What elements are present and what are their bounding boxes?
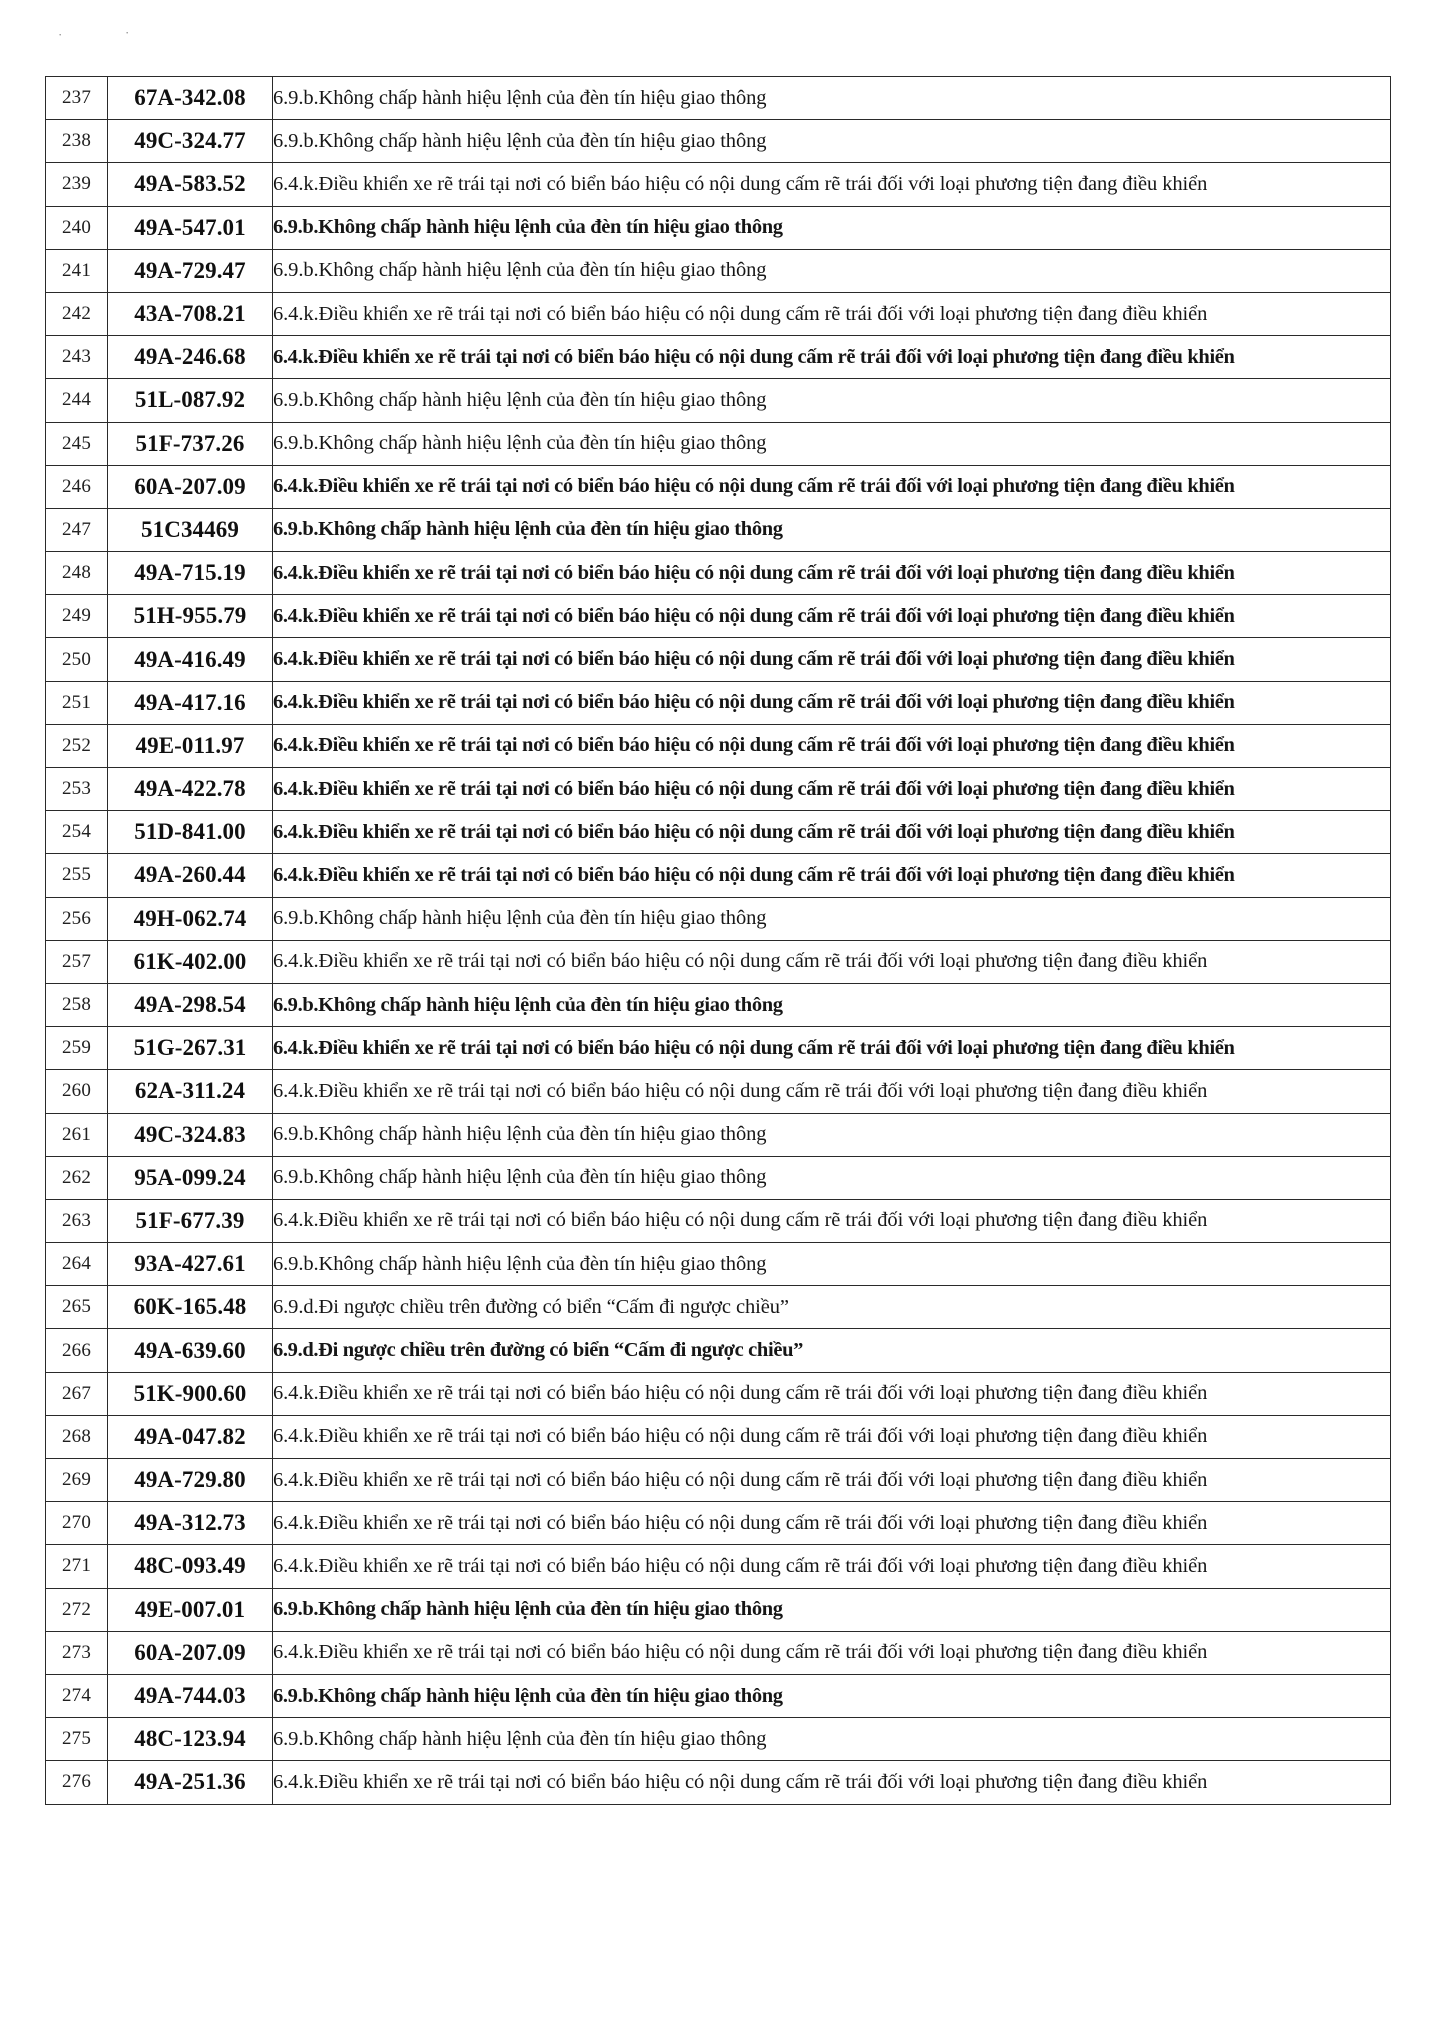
table-row (46, 552, 1391, 595)
table-row (46, 638, 1391, 681)
license-plate: 60A-207.09 (108, 1631, 273, 1674)
row-number: 263 (46, 1199, 108, 1242)
row-number: 258 (46, 983, 108, 1026)
violation-description: 6.4.k.Điều khiển xe rẽ trái tại nơi có biển báo hiệu có nội dung cấm rẽ trái đối với loại phương tiện đang điều khiển (273, 336, 1391, 379)
table-row (46, 508, 1391, 551)
table-row (46, 595, 1391, 638)
table-row (46, 249, 1391, 292)
row-number: 272 (46, 1588, 108, 1631)
table-row (46, 1718, 1391, 1761)
license-plate: 49A-744.03 (108, 1674, 273, 1717)
violation-description: 6.9.b.Không chấp hành hiệu lệnh của đèn tín hiệu giao thông (273, 508, 1391, 551)
violation-description: 6.9.b.Không chấp hành hiệu lệnh của đèn tín hiệu giao thông (273, 983, 1391, 1026)
table-row (46, 1631, 1391, 1674)
license-plate: 49E-007.01 (108, 1588, 273, 1631)
row-number: 274 (46, 1674, 108, 1717)
table-row (46, 1156, 1391, 1199)
row-number: 255 (46, 854, 108, 897)
license-plate: 49A-715.19 (108, 552, 273, 595)
row-number: 254 (46, 811, 108, 854)
table-row (46, 292, 1391, 335)
table-row (46, 724, 1391, 767)
table-row (46, 77, 1391, 120)
license-plate: 51C34469 (108, 508, 273, 551)
row-number: 271 (46, 1545, 108, 1588)
table-row (46, 1761, 1391, 1804)
row-number: 253 (46, 768, 108, 811)
license-plate: 95A-099.24 (108, 1156, 273, 1199)
table-row (46, 811, 1391, 854)
violation-description: 6.9.d.Đi ngược chiều trên đường có biển “Cấm đi ngược chiều” (273, 1329, 1391, 1372)
table-row (46, 1545, 1391, 1588)
row-number: 242 (46, 292, 108, 335)
violation-description: 6.9.b.Không chấp hành hiệu lệnh của đèn tín hiệu giao thông (273, 120, 1391, 163)
license-plate: 49A-422.78 (108, 768, 273, 811)
license-plate: 49A-246.68 (108, 336, 273, 379)
table-row (46, 163, 1391, 206)
violation-description: 6.4.k.Điều khiển xe rẽ trái tại nơi có biển báo hiệu có nội dung cấm rẽ trái đối với loại phương tiện đang điều khiển (273, 811, 1391, 854)
license-plate: 51G-267.31 (108, 1027, 273, 1070)
table-row (46, 1372, 1391, 1415)
row-number: 239 (46, 163, 108, 206)
table-row (46, 1674, 1391, 1717)
violation-description: 6.4.k.Điều khiển xe rẽ trái tại nơi có biển báo hiệu có nội dung cấm rẽ trái đối với loại phương tiện đang điều khiển (273, 1631, 1391, 1674)
violation-description: 6.4.k.Điều khiển xe rẽ trái tại nơi có biển báo hiệu có nội dung cấm rẽ trái đối với loại phương tiện đang điều khiển (273, 552, 1391, 595)
license-plate: 49A-251.36 (108, 1761, 273, 1804)
table-row (46, 1027, 1391, 1070)
violation-description: 6.9.b.Không chấp hành hiệu lệnh của đèn tín hiệu giao thông (273, 249, 1391, 292)
violations-table-body (46, 77, 1391, 1805)
license-plate: 49A-416.49 (108, 638, 273, 681)
violation-description: 6.4.k.Điều khiển xe rẽ trái tại nơi có biển báo hiệu có nội dung cấm rẽ trái đối với loại phương tiện đang điều khiển (273, 292, 1391, 335)
violations-table (45, 76, 1391, 1805)
row-number: 246 (46, 465, 108, 508)
row-number: 237 (46, 77, 108, 120)
row-number: 238 (46, 120, 108, 163)
violation-description: 6.4.k.Điều khiển xe rẽ trái tại nơi có biển báo hiệu có nội dung cấm rẽ trái đối với loại phương tiện đang điều khiển (273, 1199, 1391, 1242)
license-plate: 49A-639.60 (108, 1329, 273, 1372)
license-plate: 62A-311.24 (108, 1070, 273, 1113)
row-number: 248 (46, 552, 108, 595)
row-number: 241 (46, 249, 108, 292)
row-number: 240 (46, 206, 108, 249)
violation-description: 6.9.b.Không chấp hành hiệu lệnh của đèn tín hiệu giao thông (273, 1113, 1391, 1156)
violation-description: 6.4.k.Điều khiển xe rẽ trái tại nơi có biển báo hiệu có nội dung cấm rẽ trái đối với loại phương tiện đang điều khiển (273, 1372, 1391, 1415)
scan-artifact-icon: · (125, 25, 130, 40)
license-plate: 49C-324.83 (108, 1113, 273, 1156)
license-plate: 51F-737.26 (108, 422, 273, 465)
violation-description: 6.9.b.Không chấp hành hiệu lệnh của đèn tín hiệu giao thông (273, 422, 1391, 465)
violation-description: 6.4.k.Điều khiển xe rẽ trái tại nơi có biển báo hiệu có nội dung cấm rẽ trái đối với loại phương tiện đang điều khiển (273, 681, 1391, 724)
row-number: 245 (46, 422, 108, 465)
table-row (46, 1070, 1391, 1113)
license-plate: 48C-093.49 (108, 1545, 273, 1588)
table-row (46, 940, 1391, 983)
row-number: 270 (46, 1502, 108, 1545)
violation-description: 6.9.b.Không chấp hành hiệu lệnh của đèn tín hiệu giao thông (273, 897, 1391, 940)
violation-description: 6.4.k.Điều khiển xe rẽ trái tại nơi có biển báo hiệu có nội dung cấm rẽ trái đối với loại phương tiện đang điều khiển (273, 1027, 1391, 1070)
violation-description: 6.4.k.Điều khiển xe rẽ trái tại nơi có biển báo hiệu có nội dung cấm rẽ trái đối với loại phương tiện đang điều khiển (273, 1761, 1391, 1804)
violation-description: 6.9.b.Không chấp hành hiệu lệnh của đèn tín hiệu giao thông (273, 77, 1391, 120)
row-number: 275 (46, 1718, 108, 1761)
violation-description: 6.9.b.Không chấp hành hiệu lệnh của đèn tín hiệu giao thông (273, 1156, 1391, 1199)
row-number: 268 (46, 1415, 108, 1458)
license-plate: 51K-900.60 (108, 1372, 273, 1415)
row-number: 257 (46, 940, 108, 983)
license-plate: 49A-417.16 (108, 681, 273, 724)
license-plate: 49A-729.47 (108, 249, 273, 292)
violation-description: 6.9.b.Không chấp hành hiệu lệnh của đèn tín hiệu giao thông (273, 1674, 1391, 1717)
violation-description: 6.4.k.Điều khiển xe rẽ trái tại nơi có biển báo hiệu có nội dung cấm rẽ trái đối với loại phương tiện đang điều khiển (273, 595, 1391, 638)
table-row (46, 983, 1391, 1026)
violation-description: 6.4.k.Điều khiển xe rẽ trái tại nơi có biển báo hiệu có nội dung cấm rẽ trái đối với loại phương tiện đang điều khiển (273, 163, 1391, 206)
row-number: 267 (46, 1372, 108, 1415)
table-row (46, 1502, 1391, 1545)
row-number: 261 (46, 1113, 108, 1156)
license-plate: 49A-312.73 (108, 1502, 273, 1545)
row-number: 266 (46, 1329, 108, 1372)
table-row (46, 854, 1391, 897)
row-number: 247 (46, 508, 108, 551)
table-row (46, 465, 1391, 508)
violation-description: 6.4.k.Điều khiển xe rẽ trái tại nơi có biển báo hiệu có nội dung cấm rẽ trái đối với loại phương tiện đang điều khiển (273, 1070, 1391, 1113)
license-plate: 51H-955.79 (108, 595, 273, 638)
license-plate: 49A-547.01 (108, 206, 273, 249)
license-plate: 60A-207.09 (108, 465, 273, 508)
row-number: 276 (46, 1761, 108, 1804)
table-row (46, 768, 1391, 811)
license-plate: 49E-011.97 (108, 724, 273, 767)
license-plate: 48C-123.94 (108, 1718, 273, 1761)
row-number: 259 (46, 1027, 108, 1070)
table-row (46, 1329, 1391, 1372)
violation-description: 6.4.k.Điều khiển xe rẽ trái tại nơi có biển báo hiệu có nội dung cấm rẽ trái đối với loại phương tiện đang điều khiển (273, 940, 1391, 983)
table-row (46, 1286, 1391, 1329)
license-plate: 60K-165.48 (108, 1286, 273, 1329)
row-number: 269 (46, 1459, 108, 1502)
row-number: 244 (46, 379, 108, 422)
table-row (46, 206, 1391, 249)
violation-description: 6.4.k.Điều khiển xe rẽ trái tại nơi có biển báo hiệu có nội dung cấm rẽ trái đối với loại phương tiện đang điều khiển (273, 1545, 1391, 1588)
license-plate: 67A-342.08 (108, 77, 273, 120)
row-number: 264 (46, 1243, 108, 1286)
violation-description: 6.4.k.Điều khiển xe rẽ trái tại nơi có biển báo hiệu có nội dung cấm rẽ trái đối với loại phương tiện đang điều khiển (273, 1415, 1391, 1458)
license-plate: 51F-677.39 (108, 1199, 273, 1242)
row-number: 256 (46, 897, 108, 940)
row-number: 250 (46, 638, 108, 681)
license-plate: 49H-062.74 (108, 897, 273, 940)
row-number: 252 (46, 724, 108, 767)
violation-description: 6.4.k.Điều khiển xe rẽ trái tại nơi có biển báo hiệu có nội dung cấm rẽ trái đối với loại phương tiện đang điều khiển (273, 854, 1391, 897)
table-row (46, 1243, 1391, 1286)
license-plate: 49A-729.80 (108, 1459, 273, 1502)
table-row (46, 1459, 1391, 1502)
license-plate: 49A-047.82 (108, 1415, 273, 1458)
license-plate: 49A-298.54 (108, 983, 273, 1026)
violation-description: 6.4.k.Điều khiển xe rẽ trái tại nơi có biển báo hiệu có nội dung cấm rẽ trái đối với loại phương tiện đang điều khiển (273, 1459, 1391, 1502)
row-number: 273 (46, 1631, 108, 1674)
violation-description: 6.4.k.Điều khiển xe rẽ trái tại nơi có biển báo hiệu có nội dung cấm rẽ trái đối với loại phương tiện đang điều khiển (273, 465, 1391, 508)
row-number: 265 (46, 1286, 108, 1329)
violation-description: 6.4.k.Điều khiển xe rẽ trái tại nơi có biển báo hiệu có nội dung cấm rẽ trái đối với loại phương tiện đang điều khiển (273, 1502, 1391, 1545)
violation-description: 6.9.b.Không chấp hành hiệu lệnh của đèn tín hiệu giao thông (273, 206, 1391, 249)
violation-description: 6.9.b.Không chấp hành hiệu lệnh của đèn tín hiệu giao thông (273, 1718, 1391, 1761)
violation-description: 6.9.b.Không chấp hành hiệu lệnh của đèn tín hiệu giao thông (273, 1588, 1391, 1631)
table-row (46, 336, 1391, 379)
license-plate: 51L-087.92 (108, 379, 273, 422)
table-row (46, 422, 1391, 465)
violation-description: 6.4.k.Điều khiển xe rẽ trái tại nơi có biển báo hiệu có nội dung cấm rẽ trái đối với loại phương tiện đang điều khiển (273, 724, 1391, 767)
license-plate: 61K-402.00 (108, 940, 273, 983)
violation-description: 6.4.k.Điều khiển xe rẽ trái tại nơi có biển báo hiệu có nội dung cấm rẽ trái đối với loại phương tiện đang điều khiển (273, 768, 1391, 811)
violation-description: 6.9.b.Không chấp hành hiệu lệnh của đèn tín hiệu giao thông (273, 1243, 1391, 1286)
scan-artifact-icon: · (58, 27, 63, 42)
violation-description: 6.4.k.Điều khiển xe rẽ trái tại nơi có biển báo hiệu có nội dung cấm rẽ trái đối với loại phương tiện đang điều khiển (273, 638, 1391, 681)
row-number: 249 (46, 595, 108, 638)
license-plate: 43A-708.21 (108, 292, 273, 335)
violation-description: 6.9.d.Đi ngược chiều trên đường có biển “Cấm đi ngược chiều” (273, 1286, 1391, 1329)
table-row (46, 1199, 1391, 1242)
table-row (46, 897, 1391, 940)
table-row (46, 1415, 1391, 1458)
row-number: 260 (46, 1070, 108, 1113)
row-number: 251 (46, 681, 108, 724)
license-plate: 93A-427.61 (108, 1243, 273, 1286)
table-row (46, 1113, 1391, 1156)
license-plate: 49A-583.52 (108, 163, 273, 206)
row-number: 262 (46, 1156, 108, 1199)
table-row (46, 1588, 1391, 1631)
table-row (46, 379, 1391, 422)
license-plate: 51D-841.00 (108, 811, 273, 854)
row-number: 243 (46, 336, 108, 379)
table-row (46, 120, 1391, 163)
violation-description: 6.9.b.Không chấp hành hiệu lệnh của đèn tín hiệu giao thông (273, 379, 1391, 422)
license-plate: 49C-324.77 (108, 120, 273, 163)
table-row (46, 681, 1391, 724)
license-plate: 49A-260.44 (108, 854, 273, 897)
